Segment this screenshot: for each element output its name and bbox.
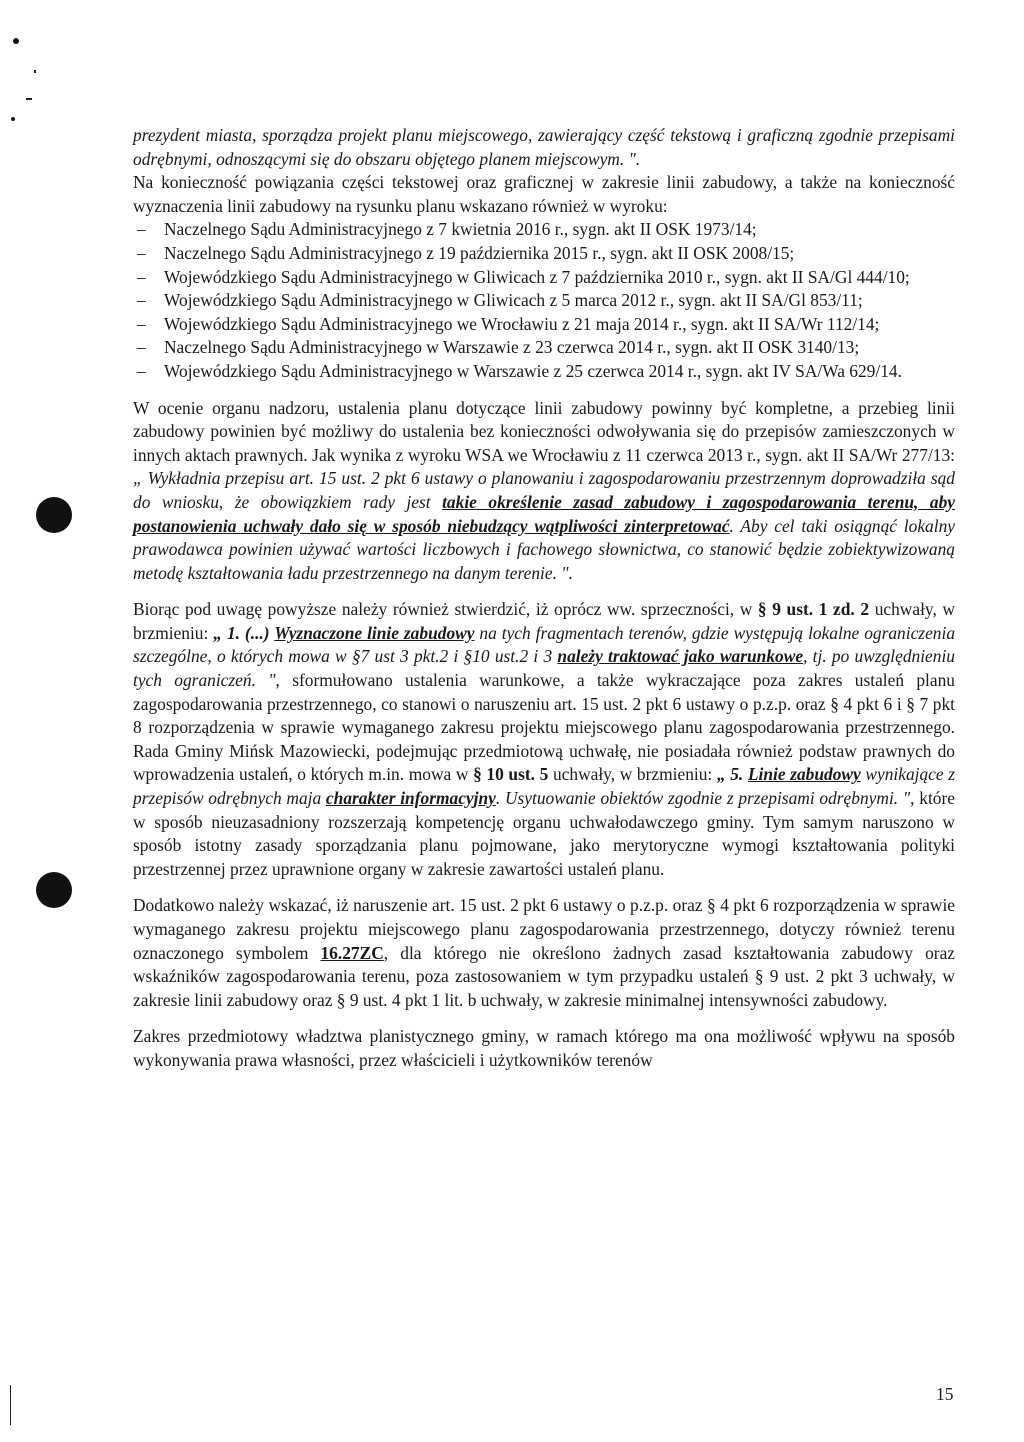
paragraph-assessment [133,397,955,586]
quote-run: na tych fragmentach terenów, gdzie występują lokalne ograniczenia szczególne, o których mowa w §7 ust 3 pkt.2 i §10 ust.2 i 3 [133,622,956,667]
scan-mark [10,1385,11,1425]
list-item: – Naczelnego Sądu Administracyjnego w Warszawie z 23 czerwca 2014 r., sygn. akt II OSK 3140/13; [133,336,955,360]
list-item: – Wojewódzkiego Sądu Administracyjnego we Wrocławiu z 21 maja 2014 r., sygn. akt II SA/Wr 112/14; [133,313,955,337]
emphasis-run: 16.27ZC [320,942,384,963]
text-run: uchwały, w brzmieniu: [548,764,717,785]
text-run: Biorąc pod uwagę powyższe należy również stwierdzić, iż oprócz ww. sprzeczności, w [133,599,758,620]
quote-run: „ 5. [716,764,748,785]
rulings-list [133,218,955,383]
lead-paragraph: Na konieczność powiązania części tekstowej oraz graficznej w zakresie linii zabudowy, a także na konieczność wyznaczenia linii zabudowy na rysunku planu wskazano również w wyroku: [133,172,955,216]
text-run: W ocenie organu nadzoru, ustalenia planu dotyczące linii zabudowy powinny być kompletne, a przebieg linii zabudowy powinien być możliwy do ustalenia bez konieczności odwoływania się do przepisów zamieszczonych w innych aktach prawnych. Jak wynika z wyroku WSA we Wrocławiu z 11 czerwca 2013 r., sygn. akt II SA/Wr 277/13: [133,397,955,465]
quote-run: „ Wykładnia przepisu art. 15 ust. 2 pkt 6 ustawy o planowaniu i zagospodarowaniu przestrzennym doprowadziła sąd do wniosku, że obowiązkiem rady jest [133,468,955,512]
scan-mark [11,117,15,121]
paragraph-conditional-provisions [133,598,955,881]
list-item: – Wojewódzkiego Sądu Administracyjnego w Warszawie z 25 czerwca 2014 r., sygn. akt IV SA/Wa 629/14. [133,360,955,384]
scan-mark [34,70,36,73]
list-item: – Naczelnego Sądu Administracyjnego z 7 kwietnia 2016 r., sygn. akt II OSK 1973/14; [133,218,955,242]
scan-mark [26,98,32,100]
page-number: 15 [936,1384,954,1404]
document-body [133,124,955,1073]
text-run: , które w sposób nieuzasadniony rozszerzają kompetencję organu uchwałodawczego gminy. Tym samym naruszono w sposób istotny zasady sporządzania planu pojmowane, jako merytoryczne wymogi kształtowania polityki przestrzennej przez uprawnione organy w zakresie zawartości ustaleń planu. [133,788,955,879]
quote-run: . Usytuowanie obiektów zgodnie z przepisami odrębnymi. " [495,788,911,809]
quote-run: . Aby cel taki osiągnąć lokalny prawodawca powinien używać wartości liczbowych i fachowego słownictwa, co stanowić będzie zobiektywizowaną metodę kształtowania ładu przestrzennego na danym terenie. ". [133,515,955,583]
emphasis-run: § 9 ust. 1 zd. 2 [757,599,870,620]
scan-mark [13,38,19,44]
emphasis-run: należy traktować jako warunkowe [557,646,804,667]
list-item: – Wojewódzkiego Sądu Administracyjnego w Gliwicach z 7 października 2010 r., sygn. akt II SA/Gl 444/10; [133,266,955,290]
emphasis-run: Linie zabudowy [747,764,861,785]
emphasis-run: charakter informacyjny [325,788,496,809]
punch-hole [36,497,72,533]
emphasis-run: § 10 ust. 5 [473,764,549,785]
list-item: – Naczelnego Sądu Administracyjnego z 19 października 2015 r., sygn. akt II OSK 2008/15; [133,242,955,266]
paragraph-additional [133,894,955,1012]
intro-quote: prezydent miasta, sporządza projekt planu miejscowego, zawierający część tekstową i graficzną zgodnie przepisami odrębnymi, odnoszącymi się do obszaru objętego planem miejscowym. ". [133,125,955,169]
emphasis-run: takie określenie zasad zabudowy i zagospodarowania terenu, aby postanowienia uchwały dało się w sposób niebudzący wątpliwości zinterpretować [133,491,955,536]
text-run: , sformułowano ustalenia warunkowe, a także wykraczające poza zakres ustaleń planu zagospodarowania przestrzennego, co stanowi o naruszeniu art. 15 ust. 2 pkt 6 ustawy o p.z.p. oraz § 4 pkt 6 i § 7 pkt 8 rozporządzenia w sprawie wymaganego zakresu projektu miejscowego planu zagospodarowania przestrzennego. Rada Gminy Mińsk Mazowiecki, podejmując przedmiotową uchwałę, nie posiadała również podstaw prawnych do wprowadzenia ustaleń, o których m.in. mowa w [133,670,956,785]
paragraph-scope: Zakres przedmiotowy władztwa planistycznego gminy, w ramach którego ma ona możliwość wpływu na sposób wykonywania prawa własności, przez właścicieli i użytkowników terenów [133,1026,955,1070]
quote-run: , tj. po uwzględnieniu tych ograniczeń. " [133,646,955,691]
punch-hole [36,872,72,908]
list-item: – Wojewódzkiego Sądu Administracyjnego w Gliwicach z 5 marca 2012 r., sygn. akt II SA/Gl 853/11; [133,289,955,313]
emphasis-run: Wyznaczone linie zabudowy [274,622,475,643]
quote-run: wynikające z przepisów odrębnych maja [133,764,956,809]
text-run: , dla którego nie określono żadnych zasad kształtowania zabudowy oraz wskaźników zagospodarowania terenu, poza zastosowaniem w tym przypadku ustaleń § 9 ust. 2 pkt 3 uchwały, w zakresie linii zabudowy oraz § 9 ust. 4 pkt 1 lit. b uchwały, w zakresie minimalnej intensywności zabudowy. [133,942,956,1010]
text-run: Dodatkowo należy wskazać, iż naruszenie art. 15 ust. 2 pkt 6 ustawy o p.z.p. oraz § 4 pkt 6 rozporządzenia w sprawie wymaganego zakresu projektu miejscowego planu zagospodarowania przestrzennego, dotyczy również terenu oznaczonego symbolem [133,895,955,963]
text-run: uchwały, w brzmieniu: [133,599,955,643]
quote-run: „ 1. (...) [213,622,275,643]
